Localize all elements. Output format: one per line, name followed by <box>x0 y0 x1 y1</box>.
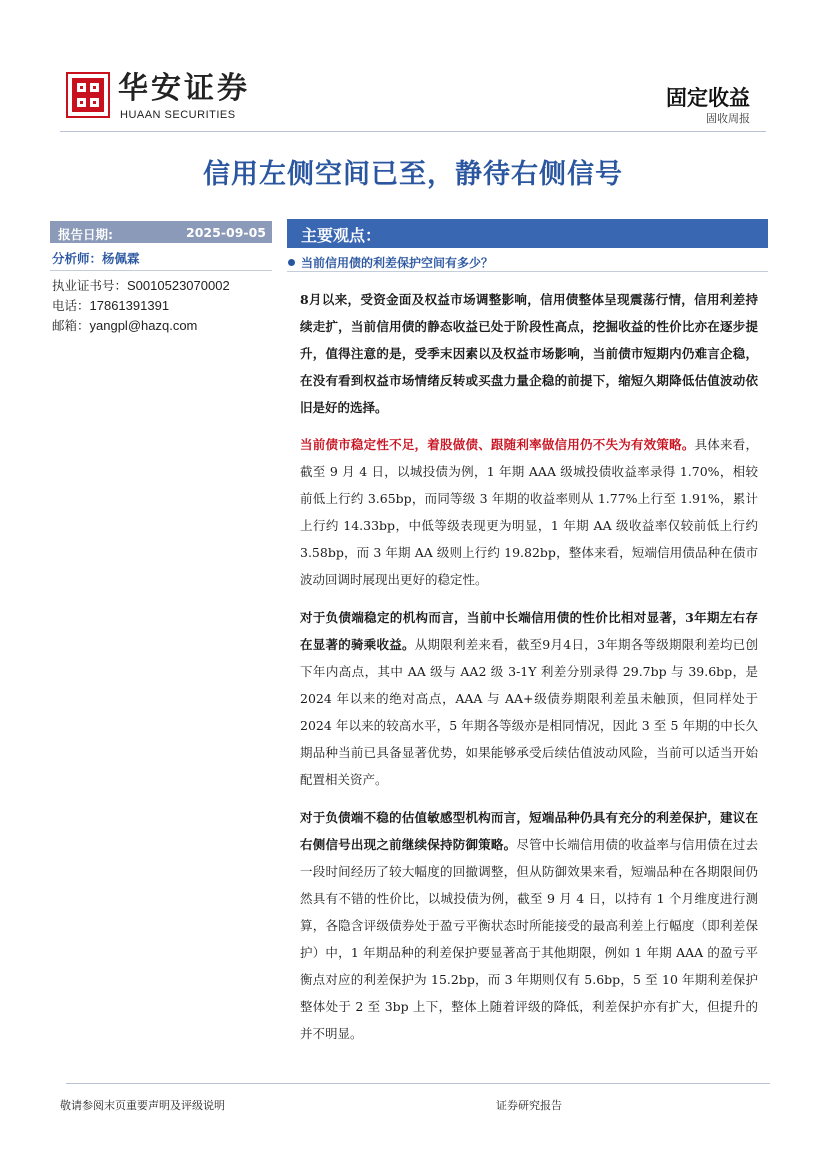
paragraph-3-body: 从期限利差来看，截至9月4日，3年期各等级期限利差均已创下年内高点，其中 AA 级与 AA2 级 3-1Y 利差分别录得 29.7bp 与 39.6bp，是 2024 年以来的绝对高点，AAA 与 AA+级债券期限利差虽未触顶，但同样处于 2024 年以来的较高水平，5 年期各等级亦是相同情况，因此 3 至 5 年期的中长久期品种当前已具备显著优势，如果能够承受后续估值波动风险，当前可以适当开始配置相关资产。 <box>300 637 758 787</box>
paragraph-2-highlight: 当前债市稳定性不足，着股做债、跟随利率做信用仍不失为有效策略。 <box>300 437 695 452</box>
page-title: 信用左侧空间已至，静待右侧信号 <box>203 159 623 190</box>
analyst-name: 分析师：杨佩霖 <box>52 251 140 266</box>
paragraph-4-highlight: 对于负债端不稳的估值敏感型机构而言，短端品种仍具有充分的利差保护，建议在右侧信号出现之前继续保持防御策略。 <box>300 810 758 852</box>
report-date-value: 2025-09-05 <box>186 225 266 240</box>
phone-info <box>52 296 169 314</box>
paragraph-2 <box>300 431 758 593</box>
report-subcategory: 固收周报 <box>706 112 750 125</box>
cert-info <box>52 276 230 294</box>
bullet-dot-icon <box>288 259 295 266</box>
header-divider <box>60 131 766 132</box>
company-name-en: HUAAN SECURITIES <box>120 109 236 121</box>
bullet-divider <box>287 271 768 272</box>
paragraph-3-highlight: 对于负债端稳定的机构而言，当前中长端信用债的性价比相对显著，3年期左右存在显著的骑乘收益。 <box>300 610 758 652</box>
company-logo-icon <box>66 72 110 118</box>
paragraph-1: 8月以来，受资金面及权益市场调整影响，信用债整体呈现震荡行情，信用利差持续走扩，当前信用债的静态收益已处于阶段性高点，挖掘收益的性价比亦在逐步提升，值得注意的是，受季末因素以及权益市场影响，当前债市短期内仍难言企稳，在没有看到权益市场情绪反转或买盘力量企稳的前提下，缩短久期降低估值波动依旧是好的选择。 <box>300 292 758 415</box>
phone-label: 电话： <box>52 298 90 313</box>
report-date-label: 报告日期: <box>58 227 113 242</box>
paragraph-2-body: 具体来看，截至 9 月 4 日，以城投债为例，1 年期 AAA 级城投债收益率录得 1.70%，相较前低上行约 3.65bp，而同等级 3 年期的收益率则从 1.77%上行至 1.91%，累计上行约 14.33bp，中低等级表现更为明显，1 年期 AA 级收益率仅较前低上行约 3.58bp，而 3 年期 AA 级则上行约 19.82bp，整体来看，短端信用债品种在债市波动回调时展现出更好的稳定性。 <box>300 437 758 587</box>
email-info <box>52 316 197 334</box>
section-bullet-text: 当前信用债的利差保护空间有多少？ <box>301 256 494 270</box>
email-value[interactable]: yangpl@hazq.com <box>89 318 198 333</box>
footer-report-type: 证券研究报告 <box>496 1099 562 1112</box>
email-label: 邮箱： <box>52 318 90 333</box>
report-date-bar <box>50 221 272 243</box>
footer-disclaimer: 敬请参阅末页重要声明及评级说明 <box>60 1099 225 1112</box>
report-category: 固定收益 <box>666 86 750 110</box>
cert-label: 执业证书号： <box>52 278 128 293</box>
sidebar-divider <box>50 270 272 271</box>
paragraph-4-body: 尽管中长端信用债的收益率与信用债在过去一段时间经历了较大幅度的回撤调整，但从防御效果来看，短端品种在各期限间仍然具有不错的性价比，以城投债为例，截至 9 月 4 日，以持有 1 个月维度进行测算，各隐含评级债券处于盈亏平衡状态时所能接受的最高利差上行幅度（即利差保护）中，1 年期品种的利差保护要显著高于其他期限，例如 1 年期 AAA 的盈亏平衡点对应的利差保护为 15.2bp，而 3 年期则仅有 5.6bp，5 至 10 年期利差保护整体处于 2 至 3bp 上下，整体上随着评级的降低，利差保护亦有扩大，但提升的并不明显。 <box>300 837 758 1041</box>
cert-value: S0010523070002 <box>127 278 230 293</box>
paragraph-3 <box>300 604 758 793</box>
paragraph-4 <box>300 804 758 1047</box>
section-bullet <box>288 254 493 271</box>
key-points-header <box>287 219 768 248</box>
company-name-cn: 华安证券 <box>118 71 250 106</box>
footer-divider <box>66 1083 770 1084</box>
phone-value: 17861391391 <box>89 298 170 313</box>
key-points-title: 主要观点： <box>301 226 382 245</box>
